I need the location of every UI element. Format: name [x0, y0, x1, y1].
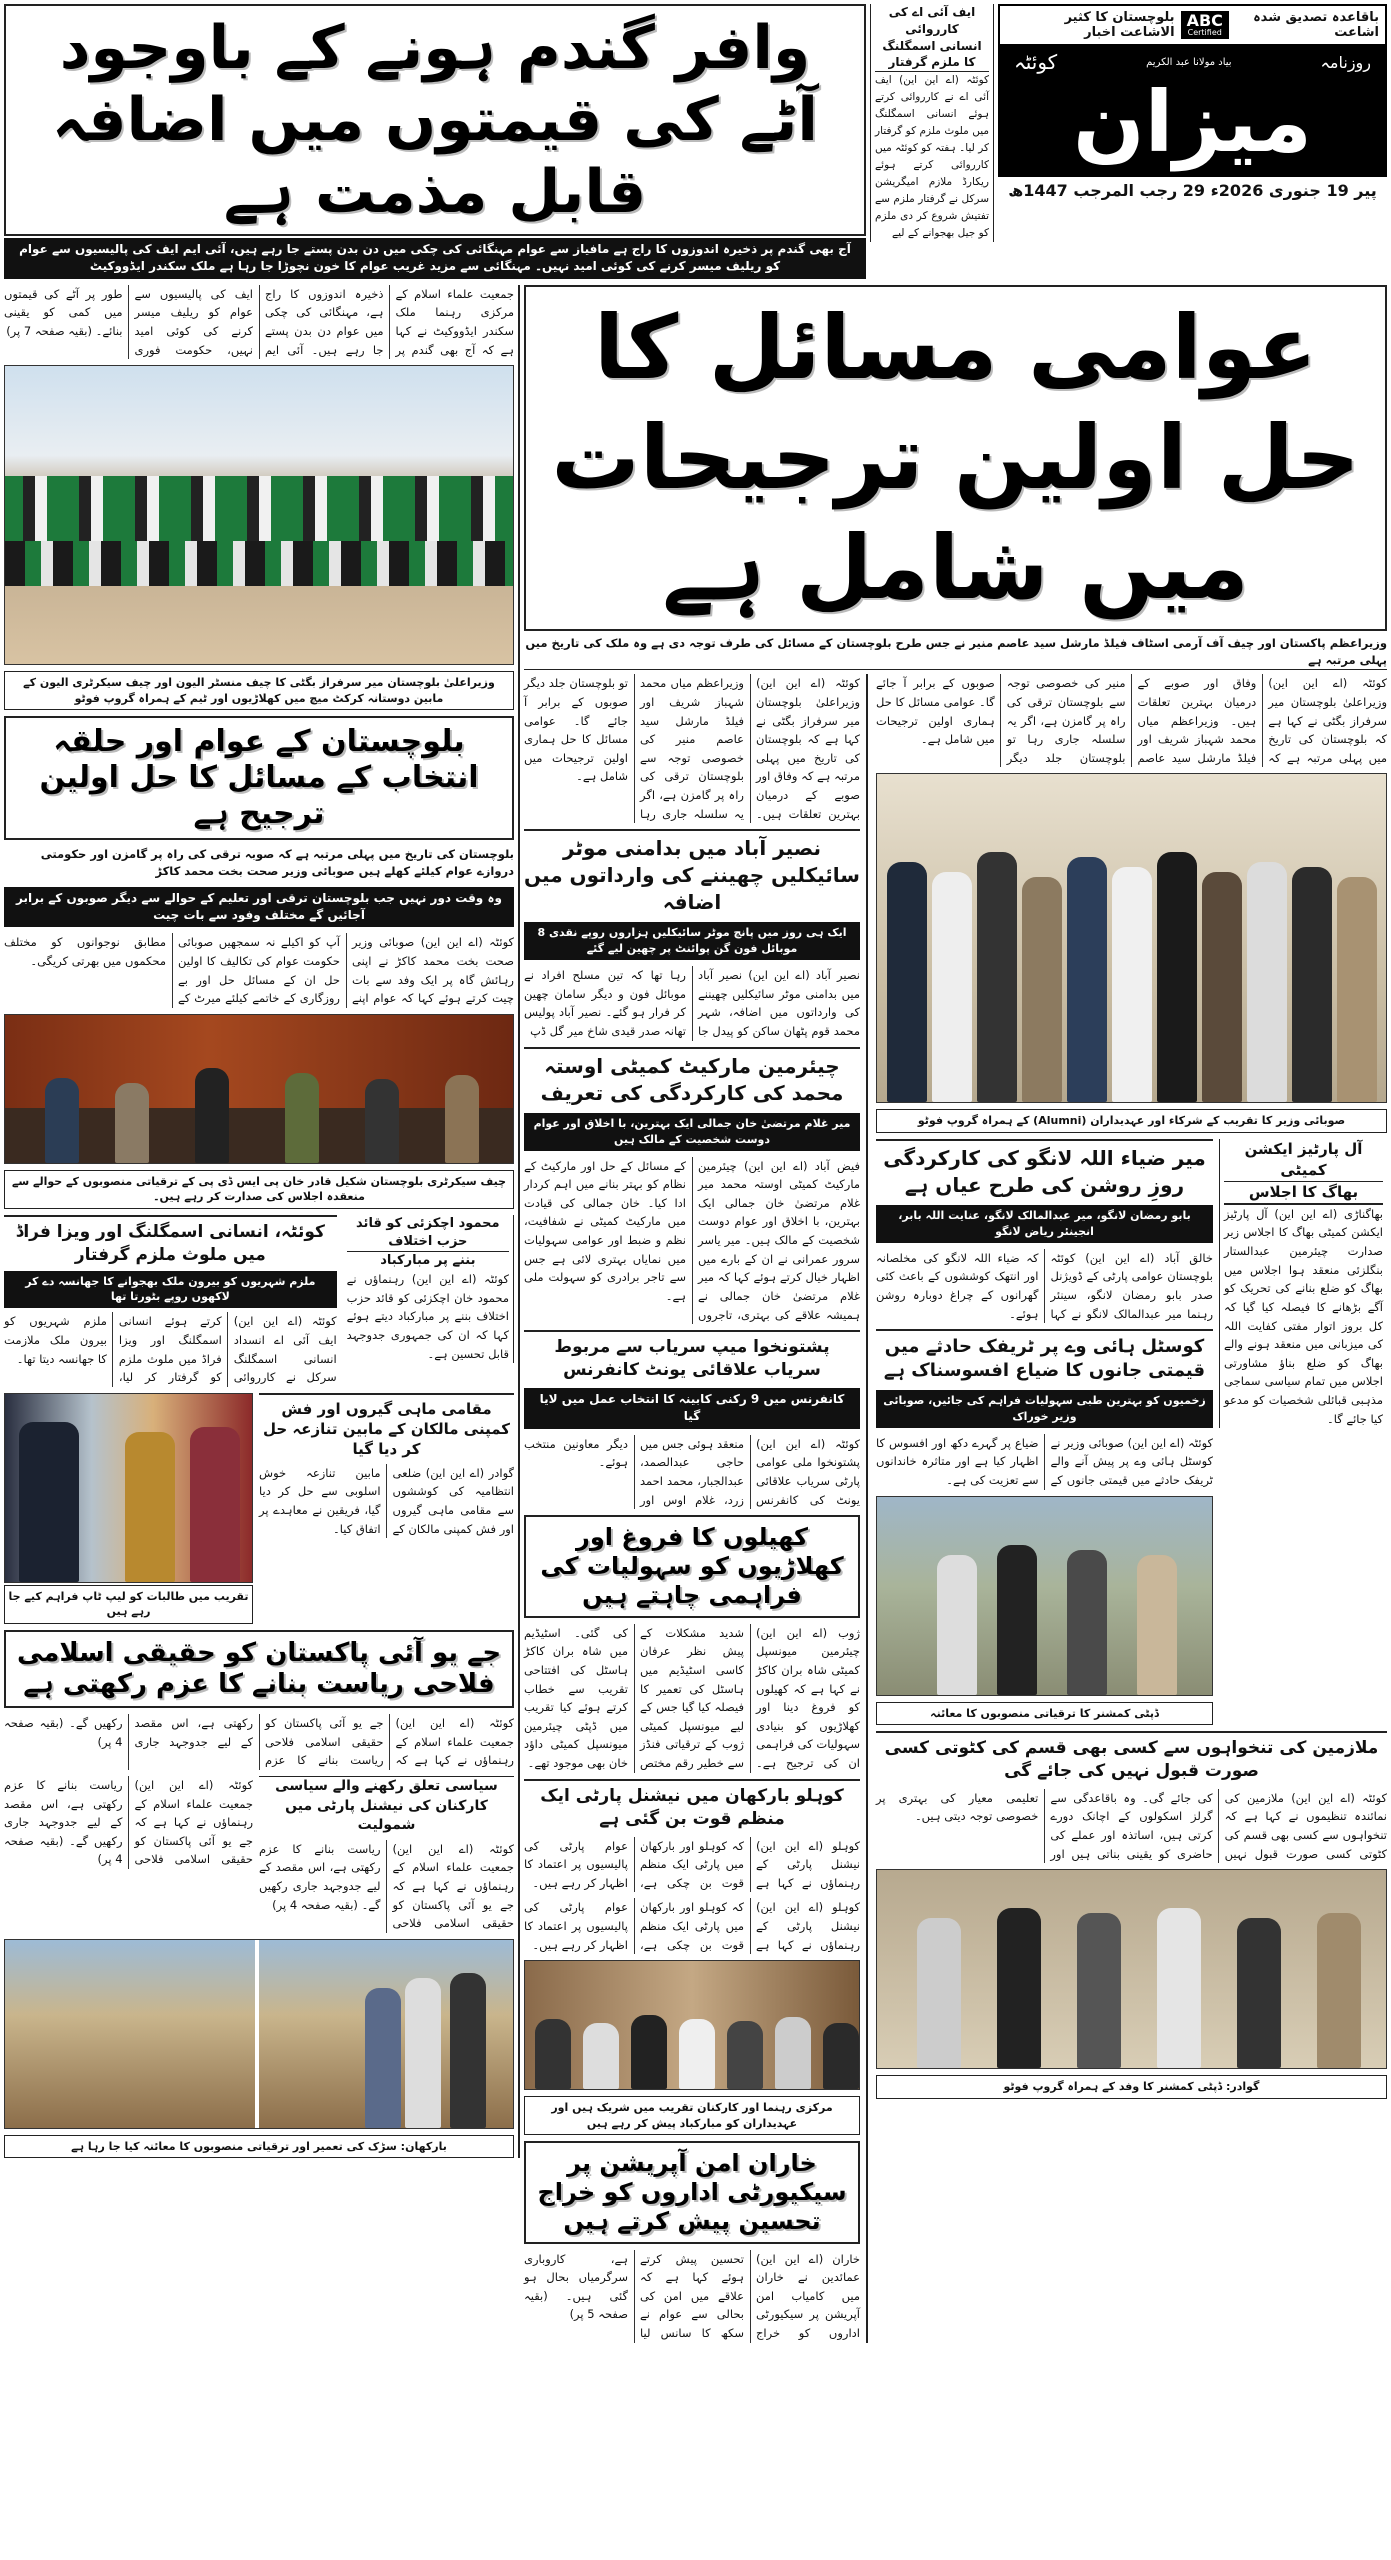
body-text: کوئٹہ (اے این این) صوبائی وزیر نے کوسٹل ہائی وے پر پیش آنے والے ٹریفک حادثے میں قیمتی جانوں کے ضیاع پر گہرے دکھ اور افسوس کا اظہار کیا ہے اور متاثرہ خاندانوں سے تعزیت کی ہے۔	[876, 1435, 1213, 1487]
body-text: کوئٹہ (اے این این) ایف آئی اے انسداد انسانی اسمگلنگ سرکل نے کارروائی کرتے ہوئے انسانی اسمگلنگ اور ویزا فراڈ میں ملوث ملزم کو گرفتار کر لیا، ملزم شہریوں کو بیرون ملک ملازمت کا جھانسہ دیتا تھا۔	[4, 1314, 337, 1385]
jui-body-lower	[4, 1776, 253, 1869]
body-text: کوہلو (اے این این) نیشنل پارٹی کے رہنماؤں نے کہا ہے کہ کوہلو اور بارکھان میں پارٹی ایک منظم قوت بن چکی ہے، عوام پارٹی کی پالیسیوں پر اعتماد کا اظہار کر رہے ہیں۔	[524, 1838, 860, 1890]
nasirabad-strip: ایک ہی روز میں پانچ موٹر سائیکلیں ہزاروں روپے نقدی 8 موبائل فون گن پوائنٹ پر چھین لیے گئے	[524, 922, 860, 960]
jui-side-story	[259, 1776, 514, 1933]
body-text: خاران (اے این این) عمائدین نے خاران میں کامیاب امن آپریشن پر سیکیورٹی اداروں کو خراج تحسین پیش کرتے ہوئے کہا ہے کہ علاقے میں امن کی بحالی سے عوام نے سکھ کا سانس لیا ہے، کاروباری سرگرمیاں بحال ہو گئی ہیں۔ (بقیہ صفحہ 5 پر)	[524, 2251, 860, 2340]
health-body	[4, 933, 514, 1008]
cricket-photo	[4, 365, 514, 665]
paper-name: میزان	[1072, 73, 1313, 171]
certified-text: باقاعدہ تصدیق شدہ اشاعت	[1253, 10, 1379, 40]
body-text: نصیر آباد (اے این این) نصیر آباد میں بدامنی موٹر سائیکلیں چھیننے کی وارداتوں میں اضافہ، شہر محمد قوم پٹھان ساکن کو پیدل جا رہا تھا کہ تین مسلح افراد نے موبائل فون و دیگر سامان چھین کر فرار ہو گئے۔ نصیر آباد پولیس تھانہ صدر قیدی شاخ میر گل ڈپ	[524, 968, 860, 1039]
issue-date: پیر 19 جنوری 2026ء 29 رجب المرجب 1447ھ	[1008, 180, 1377, 200]
achakzai-body	[347, 1270, 509, 1363]
health-strip: وہ وقت دور نہیں جب بلوچستان ترقی اور تعلیم کے حوالے سے دیگر صوبوں کے برابر آجائیں گے مختلف وفود سے بات چیت	[4, 887, 514, 928]
body-text: کوئٹہ (اے این این) جمعیت علماء اسلام کے رہنماؤں نے کہا ہے کہ جے یو آئی پاکستان کو حقیقی اسلامی فلاحی ریاست بنانے کا عزم رکھتی ہے، اس مقصد کے لیے جدوجہد جاری رکھیں گے۔ (بقیہ صفحہ 4 پر)	[4, 1716, 514, 1768]
jui-body-side	[259, 1840, 514, 1933]
top-row	[0, 0, 1391, 279]
body-text: گوادر (اے این این) ضلعی انتظامیہ کی کوششوں سے مقامی ماہی گیروں اور فش کمپنی مالکان کے مابین تنازعہ خوش اسلوبی سے حل کر دیا گیا، فریقین نے معاہدے پر اتفاق کیا۔	[259, 1465, 514, 1536]
nasirabad-headline: نصیر آباد میں بدامنی موٹر سائیکلیں چھیننے کی وارداتوں میں اضافہ	[524, 829, 860, 916]
daily-label: روزنامہ	[1320, 52, 1371, 72]
brief-column	[870, 4, 994, 242]
body-text: کوئٹہ (اے این این) وزیراعلیٰ بلوچستان میر سرفراز بگٹی نے کہا ہے کہ بلوچستان کی تاریخ میں پہلی مرتبہ ہے کہ وفاق اور صوبے کے درمیان بہترین تعلقات ہیں۔ وزیراعظم میاں محمد شہباز شریف اور فیلڈ مارشل سید عاصم منیر کی خصوصی توجہ سے بلوچستان ترقی کی راہ پر گامزن ہے، اگر یہ سلسلہ جاری رہا تو بلوچستان جلد دیگر صوبوں کے برابر آ جائے گا۔ عوامی مسائل کا حل ہماری اولین ترجیحات میں شامل ہے۔	[876, 676, 1387, 765]
body-text: کوئٹہ (اے این این) وزیراعلیٰ بلوچستان میر سرفراز بگٹی نے کہا ہے کہ بلوچستان کی تاریخ میں پہلی مرتبہ ہے کہ وفاق اور صوبے کے درمیان بہترین تعلقات ہیں۔ وزیراعظم میاں محمد شہباز شریف اور فیلڈ مارشل سید عاصم منیر کی خصوصی توجہ سے بلوچستان ترقی کی راہ پر گامزن ہے، اگر یہ سلسلہ جاری رہا تو بلوچستان جلد دیگر صوبوں کے برابر آ جائے گا۔ عوامی مسائل کا حل ہماری اولین ترجیحات میں شامل ہے۔	[524, 676, 860, 821]
body-text: کوئٹہ (اے این این) جمعیت علماء اسلام کے رہنماؤں نے کہا ہے کہ جے یو آئی پاکستان کو حقیقی اسلامی فلاحی ریاست بنانے کا عزم رکھتی ہے، اس مقصد کے لیے جدوجہد جاری رکھیں گے۔ (بقیہ صفحہ 4 پر)	[4, 1777, 254, 1867]
kharan-headline-box	[524, 2141, 860, 2243]
top-headline-box	[4, 4, 866, 236]
body-text: کوئٹہ (اے این این) صوبائی وزیر صحت بخت محمد کاکڑ نے اپنی رہائش گاہ پر ایک وفد سے بات چیت کرتے ہوئے کہا کہ عوام اپنے آپ کو اکیلے نہ سمجھیں صوبائی حکومت عوام کی تکالیف کا اولین حل ان کے مسائل حل اور بے روزگاری کے خاتمے کیلئے میرٹ کے مطابق نوجوانوں کو مختلف محکموں میں بھرتی کریگی۔	[4, 935, 514, 1006]
sports-photo	[4, 1393, 253, 1583]
sports-photo-caption: تقریب میں طالبات کو لیپ ٹاپ فراہم کیے جا رہے ہیں	[4, 1585, 253, 1624]
top-headline: وافر گندم ہونے کے باوجود آٹے کی قیمتوں میں اضافہ قابل مذمت ہے	[52, 13, 818, 227]
body-text: جمعیت علماء اسلام کے مرکزی رہنما ملک سکندر ایڈووکیٹ نے کہا ہے کہ آج بھی گندم پر ذخیرہ اندوزوں کا راج ہے، مہنگائی کی چکی میں عوام دن بدن پستے جا رہے ہیں۔ آئی ایم ایف کی پالیسیوں سے عوام کو ریلیف میسر کرنے کی کوئی امید نہیں، حکومت فوری طور پر آٹے کی قیمتوں میں کمی کو یقینی بنائے۔ (بقیہ صفحہ 7 پر)	[4, 286, 514, 357]
abc-badge	[1181, 11, 1229, 39]
langove-body	[876, 1249, 1213, 1324]
all-parties-story	[1219, 1139, 1387, 1429]
tagline: بلوچستان کا کثیر الاشاعت اخبار	[1064, 10, 1175, 40]
masthead-column	[998, 4, 1387, 200]
kharan-headline: خاران امن آپریشن پر سیکیورٹی اداروں کو خراج تحسین پیش کرتے ہیں	[537, 2149, 847, 2235]
chairman-body: فیض آباد (اے این این) چیئرمین مارکیٹ کمیٹی اوستہ محمد میر غلام مرتضیٰ خان جمالی ایک بہترین، با اخلاق اور عوام دوست شخصیت کے مالک ہیں۔ میر یاسر سرور عمرانی نے ان کے بارے میں اظہار خیال کرتے ہوئے کہا کہ میر غلام مرتضیٰ خان جمالی نے ہمیشہ علاقے کی بہتری، تاجروں کے مسائل کے حل اور مارکیٹ کے نظام کو بہتر بنانے میں اہم کردار ادا کیا۔ خان جمالی کی قیادت میں مارکیٹ کمیٹی نے شفافیت، نظم و ضبط اور عوامی سہولیات میں نمایاں بہتری لائی ہے جس سے تاجر برادری کو سہولت ملی ہے۔	[524, 1158, 860, 1322]
gwadar-caption: گوادر: ڈپٹی کمشنر کا وفد کے ہمراہ گروپ فوٹو	[876, 2075, 1387, 2098]
pashtunkhwa-headline: پشتونخوا میپ سریاب سے مربوط سریاب علاقائی یونٹ کانفرنس	[524, 1330, 860, 1382]
smuggling-body	[4, 1312, 337, 1387]
masthead	[998, 4, 1387, 177]
abc-sub: Certified	[1187, 28, 1222, 38]
gwadar-photo	[876, 1869, 1387, 2069]
body-text: کوہلو (اے این این) نیشنل پارٹی کے رہنماؤں نے کہا ہے کہ کوہلو اور بارکھان میں پارٹی ایک منظم قوت بن چکی ہے، عوام پارٹی کی پالیسیوں پر اعتماد کا اظہار کر رہے ہیں۔	[524, 1900, 860, 1952]
langove-headline: میر ضیاء اللہ لانگو کی کارکردگی روزِ روشن کی طرح عیاں ہے	[876, 1139, 1213, 1199]
jui-body	[4, 1714, 514, 1770]
smuggling-headline: کوئٹہ، انسانی اسمگلنگ اور ویزا فراڈ میں ملوث ملزم گرفتار	[4, 1215, 337, 1267]
abc-label: ABC	[1186, 10, 1223, 30]
health-headline: بلوچستان کے عوام اور حلقہ انتخاب کے مسائل کا حل اولین ترجیح ہے	[39, 724, 479, 832]
all-parties-headline-2: بھاگ کا اجلاس	[1224, 1182, 1383, 1205]
all-parties-headline-1: آل پارٹیز ایکشن کمیٹی	[1224, 1139, 1383, 1182]
left-column	[4, 285, 520, 2158]
fishermen-headline: مقامی ماہی گیروں اور فش کمپنی مالکان کے مابین تنازعہ حل کر دیا گیا	[259, 1393, 514, 1460]
achakzai-headline-1: محمود اچکزئی کو قائد حزب اختلاف	[347, 1215, 509, 1252]
sports-headline: کھیلوں کا فروغ اور کھلاڑیوں کو سہولیات کی فراہمی چاہتے ہیں	[540, 1523, 844, 1609]
main-body-mid	[524, 674, 860, 823]
kohlu-body	[524, 1837, 860, 1893]
jui-side-headline: سیاسی تعلق رکھنے والے سیاسی کارکنان کی نیشنل پارٹی میں شمولیت	[259, 1776, 514, 1836]
body-text: بھاگناڑی (اے این این) آل پارٹیز ایکشن کمیٹی بھاگ کا اجلاس زیر صدارت چیئرمین عبدالستار بنگلزئی منعقد ہوا اجلاس میں بھاگ کو ضلع بنانے کی تحریک کو آگے بڑھانے کا فیصلہ کیا گیا کہ کل بروز اتوار مفتی کفایت اللہ کی میزبانی میں منعقد ہونے والے بھاگ کو ضلع بناؤ مشاورتی اجلاس میں تمام سیاسی سماجی مذہبی قبائلی شخصیات کو مدعو کیا جائے گا۔	[1224, 1206, 1383, 1426]
smuggling-row	[4, 1215, 514, 1387]
city-label: کوئٹہ	[1014, 50, 1058, 74]
main-body-right	[876, 674, 1387, 767]
all-parties-body	[1224, 1205, 1383, 1429]
achakzai-story	[343, 1215, 514, 1364]
sports-photo-block	[4, 1393, 253, 1624]
main-headline-box	[524, 285, 1387, 631]
pashtunkhwa-strip: کانفرنس میں 9 رکنی کابینہ کا انتخاب عمل میں لایا گیا	[524, 1388, 860, 1429]
top-story-body	[4, 285, 514, 360]
gathering-caption: مرکزی رہنما اور کارکنان تقریب میں شریک ہیں اور عہدیداران کو مبارکباد پیش کر رہے ہیں	[524, 2096, 860, 2135]
sports-body: ژوب (اے این این) چیئرمین میونسپل کمیٹی شاہ بران کاکڑ نے کہا ہے کہ کھیلوں کو فروغ دینا اور کھلاڑیوں کو بنیادی سہولیات کی فراہمی ان کی ترجیح ہے۔ شدید مشکلات کے پیش نظر عرفان کاسی اسٹیڈیم میں ہاسٹل کی تعمیر کا فیصلہ کیا گیا جس کے لیے میونسپل کمیٹی ژوب کے ترقیاتی فنڈز سے خطیر رقم مختص کی گئی۔ اسٹیڈیم میں شاہ بران کاکڑ ہاسٹل کی افتتاحی تقریب سے خطاب کرتے ہوئے کیا تقریب میں ڈپٹی چیئرمین میونسپل کمیٹی داؤد خان بھی موجود تھے۔	[524, 1625, 860, 1771]
smuggling-story	[4, 1215, 337, 1387]
health-headline-box	[4, 716, 514, 840]
chairman-headline: چیئرمین مارکیٹ کمیٹی اوستہ محمد کی کارکردگی کی تعریف	[524, 1047, 860, 1107]
kharan-body	[524, 2250, 860, 2343]
jui-headline-box	[4, 1630, 514, 1708]
achakzai-headline-2: بننے پر مبارکباد	[380, 1253, 476, 1268]
brief-body: کوئٹہ (اے این این) ایف آئی اے نے کارروائی کرتے ہوئے انسانی اسمگلنگ میں ملوث ملزم کو گرفتار کر لیا۔ ہفتہ کو کوئٹہ میں کارروائی کرتے ہوئے ریکارڈ ملازم امیگریشن سرکل نے گرفتار ملزم سے تفتیش شروع کر دی ملزم کو جیل بھجوانے کے لیے	[875, 74, 989, 240]
brief-headline-2: انسانی اسمگلنگ کا ملزم گرفتار	[875, 38, 989, 73]
sports-headline-box	[524, 1515, 860, 1617]
main-headline: عوامی مسائل کا حل اولین ترجیحات میں شامل ہے	[551, 295, 1360, 619]
meeting-photo	[4, 1014, 514, 1164]
jui-lower-row	[4, 1776, 514, 1933]
right-lower-row	[876, 1139, 1387, 1725]
right-column	[876, 674, 1387, 2098]
meeting-caption: چیف سیکرٹری بلوچستان شکیل قادر خان پی ایس ڈی پی کے ترقیاتی منصوبوں کے حوالے سے منعقدہ اجلاس کی صدارت کر رہے ہیں۔	[4, 1170, 514, 1209]
top-strip: آج بھی گندم پر ذخیرہ اندوزوں کا راج ہے مافیاز سے عوام مہنگائی کی چکی میں دن بدن پستے جا رہے ہیں، آئی ایم ایف کی پالیسیوں سے عوام کو ریلیف میسر کرنے کی کوئی امید نہیں۔ مہنگائی سے مزید غریب عوام کا خون نچوڑا جا رہا ہے ملک سکندر ایڈووکیٹ	[4, 238, 866, 279]
body-text: کوئٹہ (اے این این) پشتونخوا ملی عوامی پارٹی سریاب علاقائی یونٹ کی کانفرنس منعقد ہوئی جس میں حاجی عبدالصمد، عبدالجبار، محمد احمد زرد، غلام اوس اور دیگر معاونین منتخب ہوئے۔	[524, 1436, 860, 1507]
right-columns	[524, 674, 1387, 2342]
gathering-photo	[524, 1960, 860, 2090]
coastal-strip: زخمیوں کو بہترین طبی سہولیات فراہم کی جائیں، صوبائی وزیر خوراک	[876, 1390, 1213, 1428]
coastal-headline: کوسٹل ہائی وے پر ٹریفک حادثے میں قیمتی جانوں کا ضیاع افسوسناک ہے	[876, 1329, 1213, 1384]
salaries-body	[876, 1789, 1387, 1864]
cricket-caption: وزیراعلیٰ بلوچستان میر سرفراز بگٹی کا چیف منسٹر الیون اور چیف سیکرٹری الیون کے مابین دوستانہ کرکٹ میچ میں کھلاڑیوں اور ٹیم کے ہمراہ گروپ فوٹو	[4, 671, 514, 710]
fishermen-story	[259, 1393, 514, 1538]
brief-headline-1: ایف آئی اے کی کارروائی	[888, 5, 976, 36]
kohlu-headline: کوہلو بارکھان میں نیشنل پارٹی ایک منظم قوت بن گئی ہے	[524, 1779, 860, 1831]
fishermen-body	[259, 1464, 514, 1539]
body-text: کوئٹہ (اے این این) جمعیت علماء اسلام کے رہنماؤں نے کہا ہے کہ جے یو آئی پاکستان کو حقیقی اسلامی فلاحی ریاست بنانے کا عزم رکھتی ہے، اس مقصد کے لیے جدوجہد جاری رکھیں گے۔ (بقیہ صفحہ 4 پر)	[259, 1841, 514, 1931]
nasirabad-body	[524, 966, 860, 1041]
body-text: کوئٹہ (اے این این) رہنماؤں نے محمود خان اچکزئی کو قائد حزب اختلاف بننے پر مبارکباد دیتے ہوئے کہا کہ ان کی جمہوری جدوجہد قابل تحسین ہے۔	[346, 1272, 509, 1361]
jui-headline: جے یو آئی پاکستان کو حقیقی اسلامی فلاحی ریاست بنانے کا عزم رکھتی ہے	[16, 1637, 502, 1699]
smuggling-strip: ملزم شہریوں کو بیرون ملک بھجوانے کا جھانسہ دے کر لاکھوں روپے بٹورتا تھا	[4, 1271, 337, 1309]
group-photo-caption: صوبائی وزیر کا تقریب کے شرکاء اور عہدیداران (Alumni) کے ہمراہ گروپ فوٹو	[876, 1109, 1387, 1132]
pashtunkhwa-body	[524, 1435, 860, 1510]
group-photo	[876, 773, 1387, 1103]
main-sub: وزیراعظم پاکستان اور چیف آف آرمی اسٹاف فیلڈ مارشل سید عاصم منیر نے جس طرح بلوچستان کے مسائل کی طرف توجہ دی ہے وہ ملک کی تاریخ میں پہلی مرتبہ ہے	[524, 635, 1387, 671]
middle-column	[524, 674, 868, 2342]
masthead-logo	[1000, 44, 1385, 175]
health-sub: بلوچستان کی تاریخ میں پہلی مرتبہ ہے کہ صوبہ ترقی کی راہ پر گامزن اور حکومتی دروازے عوام کیلئے کھلے ہیں صوبائی وزیر صحت بخت محمد کاکڑ	[40, 847, 514, 879]
salaries-headline: ملازمین کی تنخواہوں سے کسی بھی قسم کی کٹوتی کسی صورت قبول نہیں کی جائے گی	[876, 1731, 1387, 1783]
coastal-photo-caption: ڈپٹی کمشنر کا ترقیاتی منصوبوں کا معائنہ	[876, 1702, 1213, 1725]
sports-photo-row	[4, 1393, 514, 1624]
main-grid	[0, 279, 1391, 2347]
road-photo	[4, 1939, 514, 2129]
motto: بیاد مولانا عبد الکریم	[1146, 56, 1232, 68]
coastal-photo	[876, 1496, 1213, 1696]
langove-strip: بابو رمضان لانگو، میر عبدالمالک لانگو، عنایت اللہ بابر، انجینئر ریاض لانگو	[876, 1205, 1213, 1243]
top-story	[4, 4, 866, 279]
body-text: کوئٹہ (اے این این) ملازمین کی نمائندہ تنظیموں نے کہا ہے کہ تنخواہوں سے کسی بھی قسم کی کٹوتی کسی صورت قبول نہیں کی جائے گی۔ وہ باقاعدگی سے گرلز اسکولوں کے اچانک دورے کرتی ہیں، اساتذہ اور عملے کی حاضری کو یقینی بناتی ہیں اور تعلیمی معیار کی بہتری پر خصوصی توجہ دیتی ہیں۔	[876, 1790, 1387, 1861]
chairman-strip: میر غلام مرتضیٰ خان جمالی ایک بہترین، با اخلاق اور عوام دوست شخصیت کے مالک ہیں	[524, 1113, 860, 1151]
right-region	[524, 285, 1387, 2343]
body-text: خالق آباد (اے این این) کوئٹہ بلوچستان عوامی پارٹی کے ڈویژنل صدر بابو رمضان لانگو، سینئر رہنما میر عبدالمالک لانگو نے کہا کہ ضیاء اللہ لانگو کی مخلصانہ اور انتھک کوششوں کے باعث کئی گھرانوں کے چراغ دوبارہ روشن ہوئے۔	[876, 1250, 1213, 1321]
kohlu-body-lower	[524, 1898, 860, 1954]
road-caption: بارکھان: سڑک کی تعمیر اور ترقیاتی منصوبوں کا معائنہ کیا جا رہا ہے	[4, 2135, 514, 2158]
coastal-body	[876, 1434, 1213, 1490]
right-stories	[876, 1139, 1213, 1725]
